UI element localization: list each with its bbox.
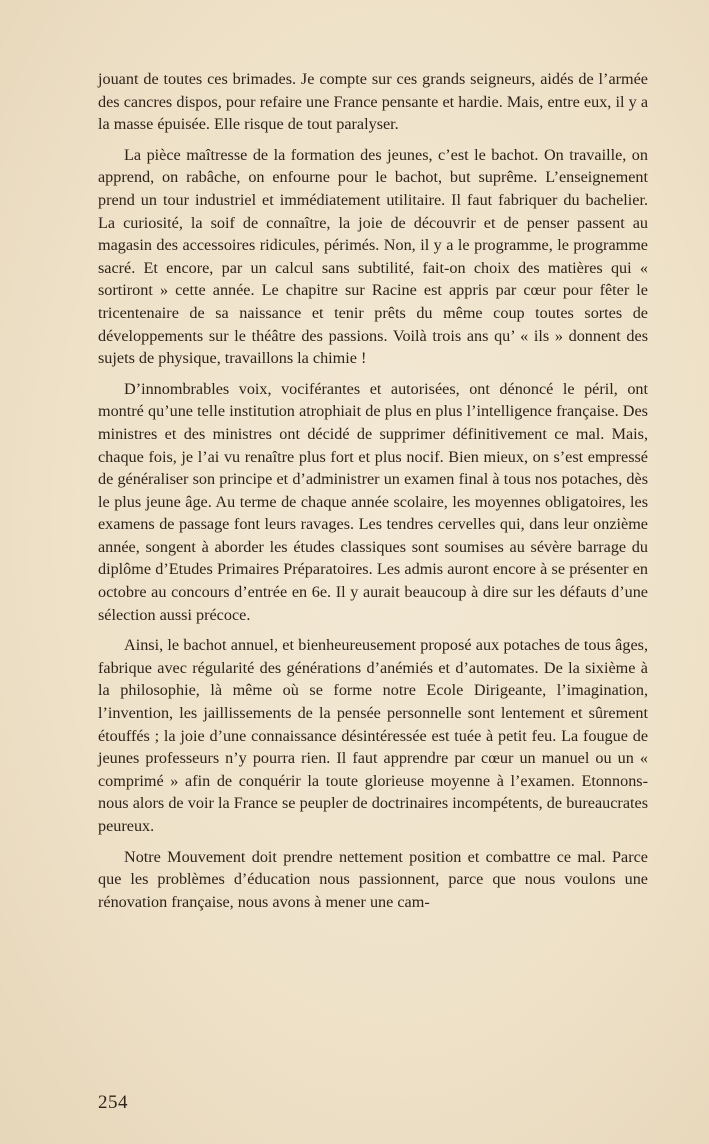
paragraph-continuation: jouant de toutes ces brimades. Je compte sur ces grands seigneurs, aidés de l’armée des cancres dispos, pour refaire une France pensante et hardie. Mais, entre eux, il y a la masse épuisée. Elle risque de tout paralyser.	[98, 70, 648, 134]
paragraph-ainsi: Ainsi, le bachot annuel, et bienheureusement proposé aux potaches de tous âges, fabrique avec régularité des générations d’anémiés et d’automates. De la sixième à la philosophie, là même où se forme notre Ecole Dirigeante, l’imagination, l’invention, les jaillissements de la pensée personnelle sont lentement et sûrement étouffés ; la joie d’une connaissance désintéressée est tuée à petit feu. La fougue de jeunes professeurs n’y pourra rien. Il faut apprendre par cœur un manuel ou un « comprimé » afin de conquérir la toute glorieuse moyenne à l’examen. Etonnons-nous alors de voir la France se peupler de doctrinaires incompétents, de bureaucrates peureux.	[98, 636, 648, 835]
paragraph-bachot: La pièce maîtresse de la formation des jeunes, c’est le bachot. On travaille, on apprend, on rabâche, on enfourne pour le bachot, but suprême. L’enseignement prend un tour industriel et immédiatement utilitaire. Il faut fabriquer du bachelier. La curiosité, la soif de connaître, la joie de découvrir et de penser passent au magasin des accessoires ridicules, périmés. Non, il y a le programme, le programme sacré. Et encore, par un calcul sans subtilité, fait-on choix des matières qui « sortiront » cette année. Le chapitre sur Racine est appris par cœur pour fêter le tricentenaire de sa naissance et tenir prêts du même coup toutes sortes de développements sur le théâtre des passions. Voilà trois ans qu’ « ils » donnent des sujets de physique, travaillons la chimie !	[98, 145, 648, 368]
page-number: 254	[98, 1092, 128, 1113]
paragraph-mouvement: Notre Mouvement doit prendre nettement position et combattre ce mal. Parce que les problèmes d’éducation nous passionnent, parce que nous voulons une rénovation française, nous avons à mener une cam-	[98, 847, 648, 911]
body-text	[98, 68, 648, 921]
paragraph-voix: D’innombrables voix, vociférantes et autorisées, ont dénoncé le péril, ont montré qu’une telle institution atrophiait de plus en plus l’intelligence française. Des ministres et des ministres ont décidé de supprimer définitivement ce mal. Mais, chaque fois, je l’ai vu renaître plus fort et plus nocif. Bien mieux, on s’est empressé de généraliser son principe et d’administrer un examen final à tous nos potaches, dès le plus jeune âge. Au terme de chaque année scolaire, les moyennes obligatoires, les examens de passage font leurs ravages. Les tendres cervelles qui, dans leur onzième année, songent à aborder les études classiques sont soumises au sévère barrage du diplôme d’Etudes Primaires Préparatoires. Les admis auront encore à se présenter en octobre au concours d’entrée en 6e. Il y aurait beaucoup à dire sur les défauts d’une sélection aussi précoce.	[98, 379, 648, 624]
